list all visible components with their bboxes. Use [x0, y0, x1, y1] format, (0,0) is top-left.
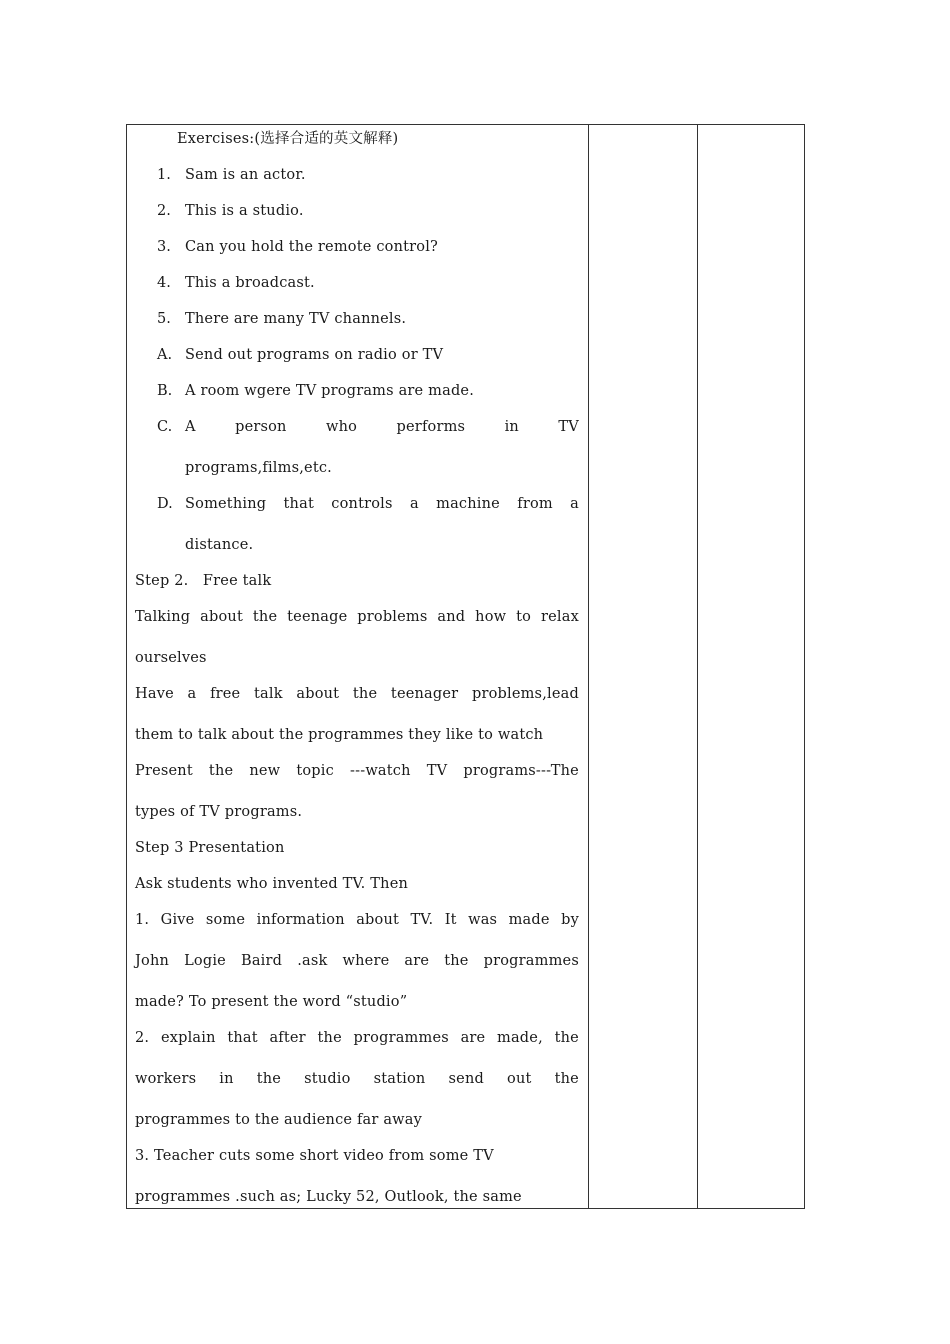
word: are — [404, 953, 430, 969]
word: It — [444, 912, 457, 928]
word: problems — [357, 609, 428, 625]
word: information — [256, 912, 345, 928]
paragraph-line — [135, 762, 579, 780]
word: Give — [160, 912, 195, 928]
word: in — [219, 1071, 234, 1087]
word: was — [468, 912, 498, 928]
word: talk — [254, 686, 283, 702]
word: are — [460, 1030, 486, 1046]
word: TV — [426, 763, 448, 779]
word: A — [185, 419, 196, 435]
paragraph-line — [135, 1029, 579, 1047]
word: programs---The — [463, 763, 579, 779]
paragraph-line: Ask students who invented TV. Then — [135, 876, 409, 892]
item-text: Can you hold the remote control? — [185, 239, 439, 255]
word: programmes — [353, 1030, 449, 1046]
option-text: Send out programs on radio or TV — [185, 347, 444, 363]
word: a — [570, 496, 579, 512]
item-number: 1. — [157, 167, 171, 183]
paragraph-line: ourselves — [135, 650, 207, 666]
word: studio — [304, 1071, 351, 1087]
option-letter: A. — [157, 347, 173, 363]
option-text: A room wgere TV programs are made. — [185, 383, 475, 399]
word: relax — [541, 609, 579, 625]
word: a — [409, 496, 419, 512]
option-letter: D. — [157, 496, 173, 512]
word: TV — [558, 419, 579, 435]
step2-title: Step 2. Free talk — [135, 573, 272, 589]
word: made, — [497, 1030, 543, 1046]
word: about — [356, 912, 400, 928]
word: programmes — [483, 953, 579, 969]
lesson-content-cell — [127, 125, 588, 1208]
item-number: 5. — [157, 311, 171, 327]
word: out — [507, 1071, 532, 1087]
word: the — [256, 1071, 282, 1087]
word: Logie — [184, 953, 226, 969]
word: teenager — [390, 686, 459, 702]
paragraph-line: types of TV programs. — [135, 804, 303, 820]
word: .ask — [297, 953, 328, 969]
item-text: There are many TV channels. — [185, 311, 407, 327]
word: where — [342, 953, 390, 969]
word: problems,lead — [471, 686, 579, 702]
word: explain — [160, 1030, 216, 1046]
word: station — [373, 1071, 426, 1087]
word: ---watch — [350, 763, 411, 779]
word: from — [517, 496, 553, 512]
notes-cell-2 — [698, 125, 804, 1208]
option-text-line: programs,films,etc. — [185, 460, 332, 476]
word: who — [326, 419, 358, 435]
word: 1. — [135, 912, 150, 928]
word: about — [200, 609, 243, 625]
word: John — [135, 953, 170, 969]
word: topic — [296, 763, 334, 779]
item-text: Sam is an actor. — [185, 167, 306, 183]
word: machine — [436, 496, 500, 512]
item-text: This a broadcast. — [185, 275, 315, 291]
word: how — [475, 609, 507, 625]
word: that — [283, 496, 314, 512]
word: the — [554, 1071, 579, 1087]
word: teenage — [287, 609, 348, 625]
word: send — [448, 1071, 484, 1087]
word: the — [352, 686, 378, 702]
exercises-heading: Exercises:(选择合适的英文解释) — [177, 131, 399, 147]
paragraph-line — [135, 1070, 579, 1088]
word: after — [269, 1030, 306, 1046]
paragraph-line — [135, 685, 579, 703]
item-text: This is a studio. — [185, 203, 304, 219]
option-letter: B. — [157, 383, 173, 399]
word: a — [187, 686, 197, 702]
item-number: 4. — [157, 275, 171, 291]
paragraph-line — [135, 952, 579, 970]
option-text-line — [185, 418, 579, 436]
word: Have — [135, 686, 174, 702]
paragraph-line: them to talk about the programmes they like to watch — [135, 727, 544, 743]
word: to — [516, 609, 532, 625]
item-number: 3. — [157, 239, 171, 255]
word: that — [227, 1030, 258, 1046]
word: some — [205, 912, 246, 928]
word: by — [561, 912, 579, 928]
word: 2. — [135, 1030, 150, 1046]
paragraph-line — [135, 911, 579, 929]
step3-title: Step 3 Presentation — [135, 840, 285, 856]
word: workers — [135, 1071, 197, 1087]
word: about — [296, 686, 340, 702]
word: person — [235, 419, 287, 435]
notes-cell-1 — [589, 125, 696, 1208]
word: TV. — [410, 912, 434, 928]
paragraph-line: programmes to the audience far away — [135, 1112, 423, 1128]
word: the — [252, 609, 278, 625]
word: free — [210, 686, 241, 702]
paragraph-line — [135, 608, 579, 626]
word: the — [444, 953, 469, 969]
word: controls — [331, 496, 393, 512]
paragraph-line: made? To present the word “studio” — [135, 994, 408, 1010]
option-text-line: distance. — [185, 537, 254, 553]
word: made — [508, 912, 550, 928]
paragraph-line: 3. Teacher cuts some short video from some TV — [135, 1148, 494, 1164]
word: performs — [396, 419, 466, 435]
word: in — [504, 419, 519, 435]
word: new — [249, 763, 281, 779]
lesson-table — [126, 124, 805, 1209]
option-letter: C. — [157, 419, 173, 435]
word: Something — [185, 496, 267, 512]
word: and — [437, 609, 466, 625]
word: the — [554, 1030, 579, 1046]
word: the — [317, 1030, 342, 1046]
word: Talking — [135, 609, 191, 625]
paragraph-line: programmes .such as; Lucky 52, Outlook, the same — [135, 1189, 522, 1205]
option-text-line — [185, 495, 579, 513]
word: Baird — [240, 953, 283, 969]
word: the — [208, 763, 234, 779]
item-number: 2. — [157, 203, 171, 219]
word: Present — [135, 763, 193, 779]
